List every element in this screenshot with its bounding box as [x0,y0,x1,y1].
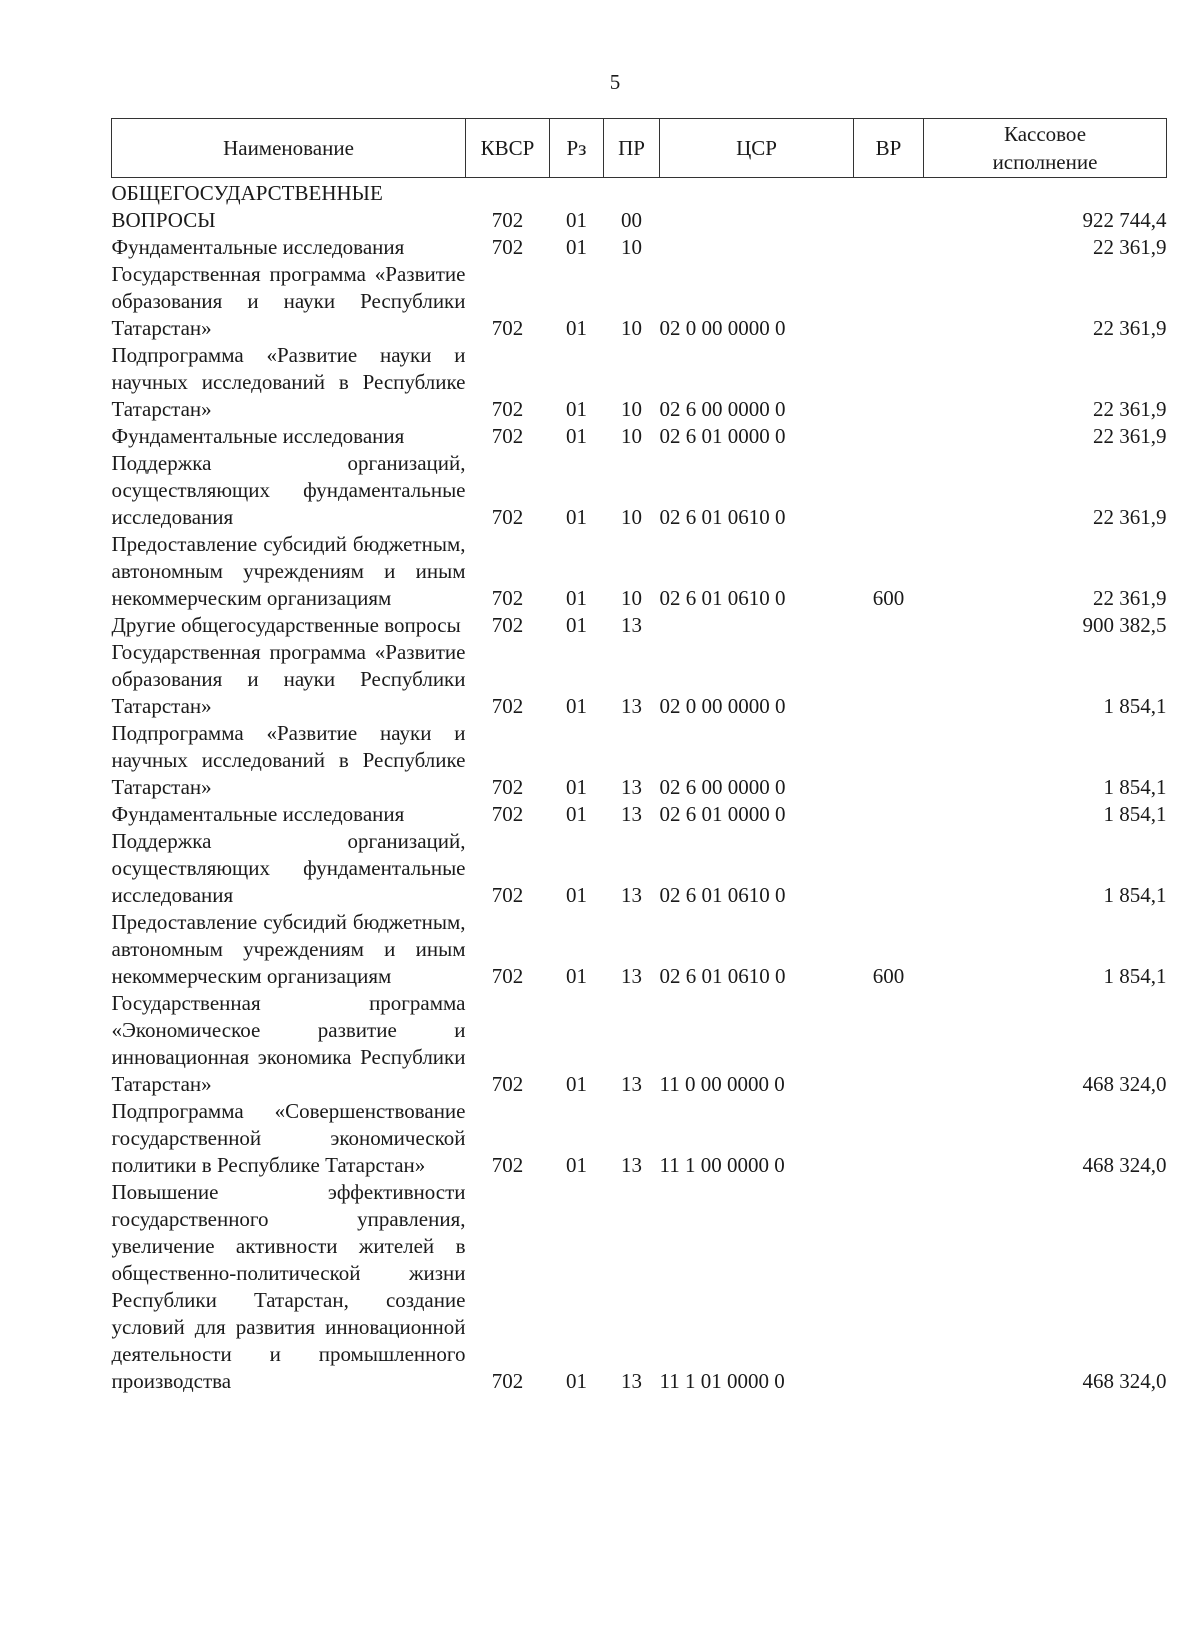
cell-vr [854,178,924,235]
table-row [112,261,1167,342]
cell-csr: 02 6 00 0000 0 [659,397,786,421]
cell-vr: 600 [872,964,905,988]
cell-rz: 01 [566,883,587,907]
cell-pr: 10 [621,505,642,529]
cell-vr [854,423,924,450]
cell-pr: 10 [621,586,642,610]
cell-name: ОБЩЕГОСУДАРСТВЕННЫЕ ВОПРОСЫ [111,181,383,232]
cell-csr: 11 1 01 0000 0 [659,1369,785,1393]
cell-name: Поддержка организаций, осуществляющих фундаментальные исследования [111,451,466,529]
cell-pr: 10 [621,424,642,448]
cell-pr: 10 [621,316,642,340]
cell-pr: 13 [621,775,642,799]
cell-csr: 02 6 00 0000 0 [659,775,786,799]
cell-amount: 22 361,9 [1093,505,1167,529]
cell-rz: 01 [566,208,587,232]
table-row [112,450,1167,531]
cell-amount: 1 854,1 [1103,802,1167,826]
cell-name: Предоставление субсидий бюджетным, автономным учреждениям и иным некоммерческим организациям [111,910,466,988]
cell-csr: 02 6 01 0610 0 [659,964,786,988]
cell-pr: 00 [621,208,642,232]
cell-vr: 600 [872,586,905,610]
cell-kvsr: 702 [491,505,524,529]
cell-rz: 01 [566,586,587,610]
cell-pr: 13 [621,613,642,637]
cell-vr [854,1179,924,1395]
cell-kvsr: 702 [491,208,524,232]
table-row [112,720,1167,801]
table-row [112,612,1167,639]
cell-rz: 01 [566,775,587,799]
cell-rz: 01 [566,235,587,259]
table-row [112,909,1167,990]
cell-name: Фундаментальные исследования [111,424,405,448]
cell-amount: 22 361,9 [1093,235,1167,259]
cell-name: Фундаментальные исследования [111,235,405,259]
cell-vr [854,801,924,828]
cell-pr: 13 [621,1072,642,1096]
cell-name: Повышение эффективности государственного управления, увеличение активности жителей в общественно-политической жизни Республики Татарстан, создание условий для развития инновационной деятельности и промышленного производства [111,1180,466,1393]
cell-pr: 13 [621,883,642,907]
cell-rz: 01 [566,316,587,340]
cell-kvsr: 702 [491,586,524,610]
cell-pr: 13 [621,1369,642,1393]
cell-kvsr: 702 [491,397,524,421]
cell-rz: 01 [566,1072,587,1096]
cell-kvsr: 702 [491,694,524,718]
cell-name: Фундаментальные исследования [111,802,405,826]
table-row [112,178,1167,235]
cell-amount: 900 382,5 [1082,613,1167,637]
cell-amount: 1 854,1 [1103,775,1167,799]
cell-vr [854,612,924,639]
cell-amount: 1 854,1 [1103,964,1167,988]
cell-rz: 01 [566,1153,587,1177]
cell-csr: 02 6 01 0000 0 [659,424,786,448]
cell-name: Государственная программа «Развитие образования и науки Республики Татарстан» [111,640,466,718]
cell-kvsr: 702 [491,613,524,637]
cell-amount: 22 361,9 [1093,316,1167,340]
cell-rz: 01 [566,397,587,421]
cell-name: Поддержка организаций, осуществляющих фундаментальные исследования [111,829,466,907]
cell-amount: 1 854,1 [1103,694,1167,718]
cell-csr: 02 6 01 0610 0 [659,883,786,907]
cell-kvsr: 702 [491,802,524,826]
header-kvsr: КВСР [466,119,550,178]
table-row [112,342,1167,423]
table-row [112,234,1167,261]
cell-csr: 02 0 00 0000 0 [659,316,786,340]
cell-name: Государственная программа «Экономическое развитие и инновационная экономика Республики Татарстан» [111,991,466,1096]
cell-vr [854,990,924,1098]
cell-csr [660,612,854,639]
cell-rz: 01 [566,694,587,718]
cell-kvsr: 702 [491,316,524,340]
cell-vr [854,450,924,531]
cell-kvsr: 702 [491,1072,524,1096]
cell-pr: 10 [621,397,642,421]
cell-name: Предоставление субсидий бюджетным, автономным учреждениям и иным некоммерческим организациям [111,532,466,610]
header-name: Наименование [112,119,466,178]
cell-vr [854,342,924,423]
cell-rz: 01 [566,802,587,826]
table-row [112,801,1167,828]
cell-csr: 11 1 00 0000 0 [659,1153,785,1177]
cell-name: Подпрограмма «Совершенствование государственной экономической политики в Республике Татарстан» [111,1099,466,1177]
cell-rz: 01 [566,1369,587,1393]
cell-kvsr: 702 [491,1153,524,1177]
cell-name: Подпрограмма «Развитие науки и научных исследований в Республике Татарстан» [111,343,466,421]
cell-kvsr: 702 [491,1369,524,1393]
table-row [112,531,1167,612]
cell-rz: 01 [566,964,587,988]
cell-csr [660,178,854,235]
cell-vr [854,639,924,720]
cell-csr: 02 0 00 0000 0 [659,694,786,718]
cell-vr [854,261,924,342]
header-rz: Рз [550,119,604,178]
cell-amount: 1 854,1 [1103,883,1167,907]
cell-rz: 01 [566,613,587,637]
table-body [112,178,1167,1396]
cell-rz: 01 [566,505,587,529]
header-csr: ЦСР [660,119,854,178]
cell-amount: 922 744,4 [1082,208,1167,232]
cell-amount: 22 361,9 [1093,586,1167,610]
cell-kvsr: 702 [491,775,524,799]
table-row [112,639,1167,720]
cell-rz: 01 [566,424,587,448]
cell-kvsr: 702 [491,235,524,259]
header-vr: ВР [854,119,924,178]
cell-pr: 13 [621,802,642,826]
page-number: 5 [609,70,621,94]
cell-csr: 02 6 01 0610 0 [659,505,786,529]
table-row [112,990,1167,1098]
cell-name: Другие общегосударственные вопросы [111,613,461,637]
table-row [112,828,1167,909]
table-row [112,423,1167,450]
cell-amount: 468 324,0 [1082,1369,1167,1393]
cell-kvsr: 702 [491,964,524,988]
header-pr: ПР [604,119,660,178]
cell-csr: 02 6 01 0000 0 [659,802,786,826]
cell-csr: 11 0 00 0000 0 [659,1072,785,1096]
cell-pr: 13 [621,694,642,718]
budget-table [111,118,1167,1395]
cell-pr: 13 [621,1153,642,1177]
cell-amount: 22 361,9 [1093,424,1167,448]
cell-pr: 13 [621,964,642,988]
cell-vr [854,828,924,909]
cell-name: Государственная программа «Развитие образования и науки Республики Татарстан» [111,262,466,340]
header-row [112,119,1167,178]
cell-vr [854,1098,924,1179]
cell-csr [660,234,854,261]
cell-csr: 02 6 01 0610 0 [659,586,786,610]
cell-name: Подпрограмма «Развитие науки и научных исследований в Республике Татарстан» [111,721,466,799]
table-row [112,1179,1167,1395]
cell-pr: 10 [621,235,642,259]
cell-amount: 468 324,0 [1082,1072,1167,1096]
cell-amount: 468 324,0 [1082,1153,1167,1177]
cell-kvsr: 702 [491,883,524,907]
cell-kvsr: 702 [491,424,524,448]
cell-amount: 22 361,9 [1093,397,1167,421]
cell-vr [854,234,924,261]
header-amount: Кассовое исполнение [924,119,1167,178]
table-row [112,1098,1167,1179]
cell-vr [854,720,924,801]
table-header [112,119,1167,178]
